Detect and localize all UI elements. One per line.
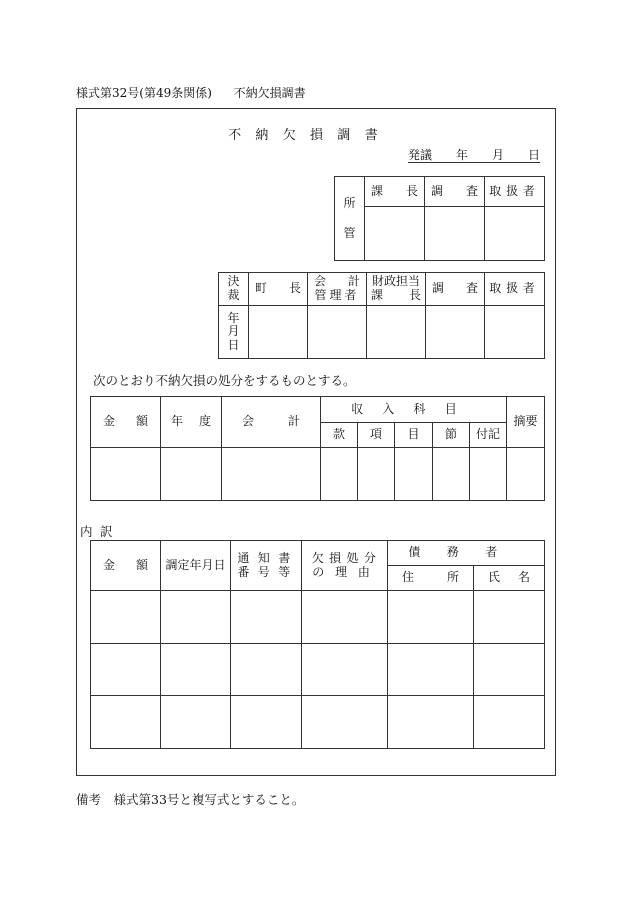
remarks-header: 摘要 — [507, 397, 545, 448]
jurisdiction-side-cell — [335, 177, 365, 261]
notice-line1: 通知書 — [237, 550, 299, 565]
name-char1: 氏 — [488, 570, 501, 585]
table-row — [91, 591, 545, 644]
address-header — [388, 566, 474, 591]
approval-inspection-stamp-cell[interactable] — [426, 306, 485, 359]
approval-handler-stamp-cell[interactable] — [485, 306, 545, 359]
mayor-stamp-cell[interactable] — [249, 306, 308, 359]
date-month-label: 月 — [491, 148, 504, 162]
row-reason-cell[interactable] — [302, 696, 388, 749]
row-reason-cell[interactable] — [302, 591, 388, 644]
account-header — [222, 397, 321, 448]
table-row — [91, 644, 545, 696]
accountant-char1: 会 — [314, 274, 327, 289]
row-address-cell[interactable] — [388, 696, 474, 749]
date-day-label: 日 — [527, 148, 540, 162]
account-char2: 計 — [287, 414, 300, 429]
form-header — [76, 84, 306, 101]
fiscal-year-cell[interactable] — [161, 448, 222, 501]
name-header — [474, 566, 545, 591]
approval-inspection-header — [426, 273, 485, 306]
revenue-item-header: 収入科目 — [321, 397, 507, 423]
kou-header: 項 — [358, 423, 395, 448]
date-year-label: 年 — [455, 148, 468, 162]
row-name-cell[interactable] — [474, 644, 545, 696]
row-notice-cell[interactable] — [231, 644, 302, 696]
section-chief-header — [365, 177, 425, 207]
disposal-reason-header — [302, 541, 388, 591]
finance-char1: 課 — [371, 288, 384, 302]
kou-cell[interactable] — [358, 448, 395, 501]
row-reason-cell[interactable] — [302, 644, 388, 696]
form-id: 様式第32号(第49条関係) — [76, 86, 212, 100]
approval-date-month: 月 — [227, 324, 240, 339]
notice-line2: 番号等 — [237, 564, 299, 579]
row-name-cell[interactable] — [474, 591, 545, 644]
approval-date-side — [219, 306, 249, 359]
fiscal-year-header — [161, 397, 222, 448]
finance-line1: 財政担当 — [371, 274, 420, 289]
table-row — [91, 696, 545, 749]
approval-side-char2: 裁 — [227, 288, 240, 302]
setsu-cell[interactable] — [433, 448, 470, 501]
accountant-line2: 管理者 — [314, 288, 360, 302]
row-amount-cell[interactable] — [91, 696, 161, 749]
approval-side-cell — [219, 273, 249, 306]
disposition-statement: 次のとおり不納欠損の処分をするものとする。 — [93, 373, 356, 388]
proposal-label: 発議 — [408, 148, 433, 162]
approval-inspection-char1: 調 — [432, 281, 445, 296]
setsu-header: 節 — [433, 423, 470, 448]
approval-side-char1: 決 — [227, 274, 240, 289]
fiscal-year-char1: 年 — [171, 414, 184, 429]
approval-date-year: 年 — [227, 311, 240, 326]
row-notice-cell[interactable] — [231, 591, 302, 644]
approval-inspection-char2: 査 — [465, 281, 478, 296]
kan-header: 款 — [321, 423, 358, 448]
handler-header: 取扱者 — [485, 177, 545, 207]
approval-date-day: 日 — [227, 337, 240, 352]
finance-chief-header — [367, 273, 426, 306]
mayor-char2: 長 — [288, 281, 301, 296]
annotation-cell[interactable] — [470, 448, 507, 501]
accountant-stamp-cell[interactable] — [308, 306, 367, 359]
debtor-header: 債務者 — [388, 541, 545, 566]
breakdown-amount-char1: 金 — [103, 557, 116, 572]
moku-header: 目 — [395, 423, 433, 448]
row-date-cell[interactable] — [161, 696, 231, 749]
fiscal-year-char2: 度 — [198, 414, 211, 429]
amount-char1: 金 — [103, 414, 116, 429]
amount-char2: 額 — [135, 414, 148, 429]
accountant-header — [308, 273, 367, 306]
kan-cell[interactable] — [321, 448, 358, 501]
row-amount-cell[interactable] — [91, 591, 161, 644]
section-chief-stamp-cell[interactable] — [365, 207, 425, 261]
account-cell[interactable] — [222, 448, 321, 501]
remarks-cell[interactable] — [507, 448, 545, 501]
row-date-cell[interactable] — [161, 644, 231, 696]
jurisdiction-table — [334, 176, 545, 261]
proposal-date-line — [408, 146, 540, 163]
section-chief-char2: 長 — [405, 183, 418, 198]
inspection-char2: 査 — [465, 183, 478, 198]
row-notice-cell[interactable] — [231, 696, 302, 749]
name-char2: 名 — [518, 570, 531, 585]
section-chief-char1: 課 — [371, 183, 384, 198]
row-address-cell[interactable] — [388, 591, 474, 644]
accountant-char2: 計 — [347, 274, 360, 289]
address-char2: 所 — [446, 570, 459, 585]
reason-line1: 欠損処分 — [311, 550, 382, 565]
assessment-date-header: 調定年月日 — [161, 541, 231, 591]
annotation-header: 付記 — [470, 423, 507, 448]
reason-line2: の理由 — [312, 564, 381, 579]
row-date-cell[interactable] — [161, 591, 231, 644]
finance-stamp-cell[interactable] — [367, 306, 426, 359]
footnote: 備考 様式第33号と複写式とすること。 — [76, 792, 305, 807]
breakdown-amount-char2: 額 — [135, 557, 148, 572]
mayor-header — [249, 273, 308, 306]
address-char1: 住 — [402, 570, 415, 585]
inspection-stamp-cell[interactable] — [425, 207, 485, 261]
mayor-char1: 町 — [255, 281, 268, 296]
inspection-header — [425, 177, 485, 207]
breakdown-amount-header — [91, 541, 161, 591]
row-amount-cell[interactable] — [91, 644, 161, 696]
finance-char2: 長 — [408, 288, 421, 302]
approval-handler-header: 取扱者 — [485, 273, 545, 306]
moku-cell[interactable] — [395, 448, 433, 501]
form-name: 不納欠損調書 — [233, 86, 306, 100]
breakdown-table — [90, 540, 545, 749]
account-char1: 会 — [242, 414, 255, 429]
approval-table — [218, 272, 545, 359]
disposal-table — [90, 396, 545, 501]
amount-cell[interactable] — [91, 448, 161, 501]
jurisdiction-side-bottom: 管 — [343, 225, 356, 240]
jurisdiction-side-top: 所 — [343, 195, 356, 210]
row-name-cell[interactable] — [474, 696, 545, 749]
breakdown-label: 内訳 — [80, 524, 121, 539]
amount-header — [91, 397, 161, 448]
inspection-char1: 調 — [431, 183, 444, 198]
row-address-cell[interactable] — [388, 644, 474, 696]
notice-number-header — [231, 541, 302, 591]
handler-stamp-cell[interactable] — [485, 207, 545, 261]
document-title: 不納欠損調書 — [228, 128, 392, 143]
